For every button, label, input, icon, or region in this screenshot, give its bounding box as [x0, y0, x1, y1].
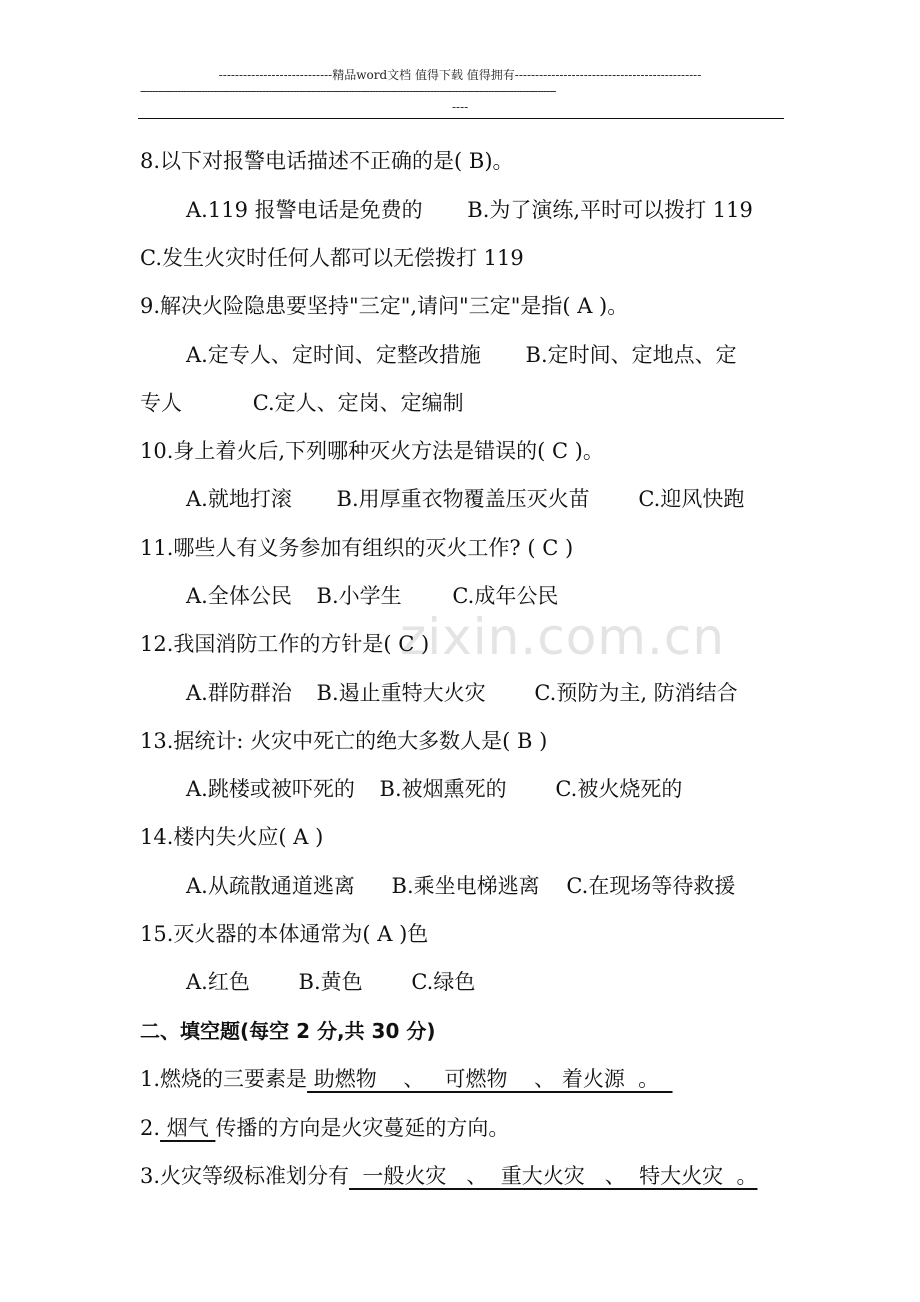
fill-in-1-answer: 助燃物 、 可燃物 、 着火源 。 [307, 1067, 673, 1091]
option-b: B.定时间、定地点、定 [525, 343, 737, 367]
section-heading: 二、填空题(每空 2 分,共 30 分) [140, 1019, 436, 1043]
question-13-options [186, 776, 682, 802]
option-a: A.119 报警电话是免费的 [186, 198, 423, 222]
question-8-option-c: C.发生火灾时任何人都可以无偿拨打 119 [140, 246, 524, 270]
option-b: B.小学生 [316, 584, 402, 608]
question-11-options [186, 583, 558, 609]
fill-in-3-answer: 一般火灾 、 重大火灾 、 特大火灾 。 [349, 1164, 758, 1188]
fill-in-3 [140, 1163, 758, 1189]
header-banner: ----------------------------精品word文档 值得下载 值得拥有---------------------------------------------- [218, 68, 702, 82]
question-10: 10.身上着火后,下列哪种灭火方法是错误的( C )。 [140, 439, 604, 463]
fill-in-1-prompt: 1.燃烧的三要素是 [140, 1067, 308, 1091]
question-13: 13.据统计: 火灾中死亡的绝大多数人是( B ) [140, 729, 548, 753]
question-14: 14.楼内失火应( A ) [140, 825, 324, 849]
fill-in-2-number: 2. [140, 1116, 161, 1140]
option-a: A.定专人、定时间、定整改措施 [186, 343, 481, 367]
question-12-options [186, 680, 738, 706]
header-dashes-tail: ---- [452, 100, 469, 114]
option-a: A.就地打滚 [186, 487, 292, 511]
fill-in-2-answer: 烟气 [160, 1116, 216, 1140]
question-10-options [186, 486, 744, 512]
option-c: C.定人、定岗、定编制 [252, 391, 464, 415]
option-a: A.全体公民 [186, 584, 292, 608]
option-c: C.预防为主, 防消结合 [534, 681, 738, 705]
option-a: A.跳楼或被吓死的 [186, 777, 355, 801]
question-14-options [186, 873, 735, 899]
question-11: 11.哪些人有义务参加有组织的灭火工作? ( C ) [140, 536, 574, 560]
option-b: B.用厚重衣物覆盖压灭火苗 [336, 487, 590, 511]
header-dashes: ---------------------------------------------------------------------------------------------------------------------------------------- [140, 84, 556, 98]
fill-in-2 [140, 1115, 509, 1141]
option-b: B.乘坐电梯逃离 [391, 874, 540, 898]
option-b: B.黄色 [298, 970, 363, 994]
question-9-options [186, 342, 737, 368]
option-b: B.为了演练,平时可以拨打 119 [467, 198, 753, 222]
fill-in-2-prompt: 传播的方向是火灾蔓延的方向。 [215, 1116, 510, 1140]
option-a: A.从疏散通道逃离 [186, 874, 355, 898]
option-c: C.被火烧死的 [555, 777, 683, 801]
option-a: A.红色 [186, 970, 250, 994]
question-9-continuation [140, 390, 464, 416]
option-a: A.群防群治 [186, 681, 292, 705]
question-15: 15.灭火器的本体通常为( A )色 [140, 922, 429, 946]
question-15-options [186, 969, 475, 995]
option-c: C.绿色 [411, 970, 476, 994]
option-b: B.遏止重特大火灾 [316, 681, 486, 705]
option-b: B.被烟熏死的 [379, 777, 507, 801]
watermark: zixin.com.cn [400, 608, 726, 666]
header-rule [138, 118, 784, 119]
fill-in-3-prompt: 3.火灾等级标准划分有 [140, 1164, 350, 1188]
question-9: 9.解决火险隐患要坚持"三定",请问"三定"是指( A )。 [140, 294, 629, 318]
question-12: 12.我国消防工作的方针是( C ) [140, 632, 430, 656]
question-8: 8.以下对报警电话描述不正确的是( B)。 [140, 149, 514, 173]
option-c: C.迎风快跑 [638, 487, 745, 511]
option-b-wrap: 专人 [140, 391, 182, 415]
fill-in-1 [140, 1066, 673, 1092]
question-8-options [186, 197, 753, 223]
option-c: C.在现场等待救援 [566, 874, 736, 898]
option-c: C.成年公民 [452, 584, 559, 608]
